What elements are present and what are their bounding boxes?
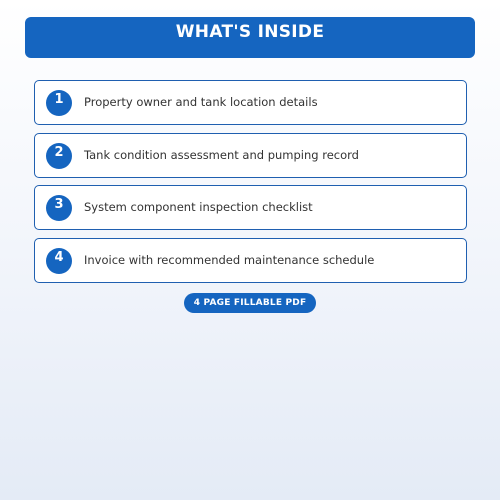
contents-list [34, 80, 467, 290]
list-item [34, 238, 467, 283]
list-item [34, 185, 467, 230]
list-item [34, 133, 467, 178]
page-title: WHAT'S INSIDE [175, 22, 325, 42]
item-number-badge: 1 [46, 90, 72, 116]
format-badge: 4 PAGE FILLABLE PDF [184, 293, 316, 313]
header-banner [25, 17, 475, 58]
item-number-badge: 4 [46, 248, 72, 274]
item-text: System component inspection checklist [84, 200, 313, 214]
item-text: Property owner and tank location details [84, 95, 318, 109]
item-text: Tank condition assessment and pumping record [84, 147, 359, 162]
item-text: Invoice with recommended maintenance schedule [84, 252, 375, 267]
list-item [34, 80, 467, 125]
item-number-badge: 2 [46, 143, 72, 169]
item-number-badge: 3 [46, 195, 72, 221]
